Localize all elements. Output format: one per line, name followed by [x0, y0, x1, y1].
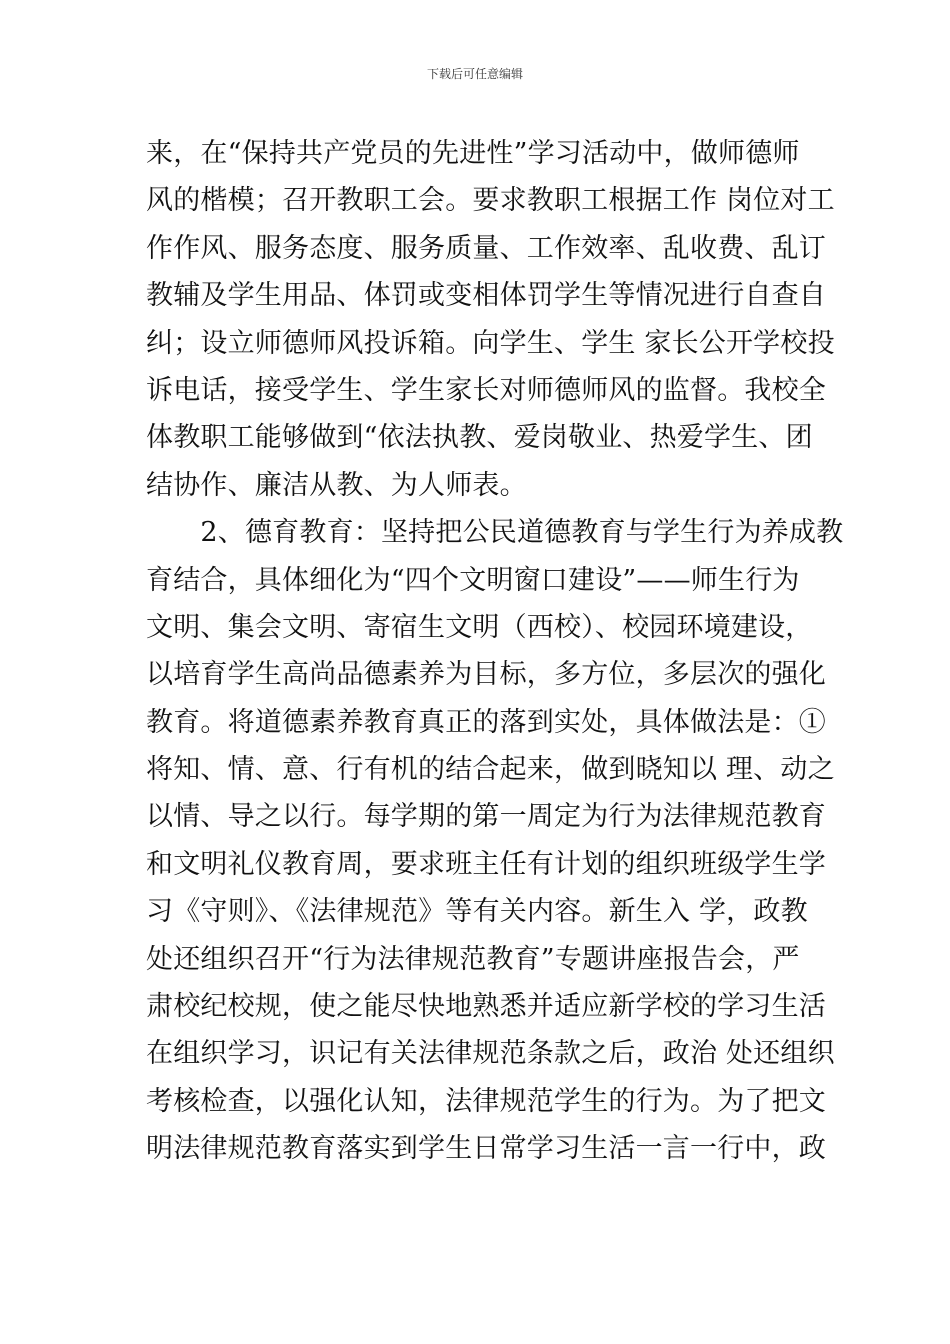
text-line: 考核检查，以强化认知，法律规范学生的行为。为了把文 — [146, 1085, 826, 1117]
text-line: 来，在“保持共产党员的先进性”学习活动中，做师德师 — [146, 138, 800, 169]
text-line: 教辅及学生用品、体罚或变相体罚学生等情况进行自查自 — [146, 280, 826, 312]
text-line: 教育。将道德素养教育真正的落到实处，具体做法是：① — [146, 706, 826, 738]
text-line: 习《守则》、《法律规范》等有关内容。新生入 学，政教 — [146, 896, 808, 928]
text-line: 纠；设立师德师风投诉箱。向学生、学生 家长公开学校投 — [146, 327, 835, 359]
text-line: 在组织学习，识记有关法律规范条款之后，政治 处还组织 — [146, 1038, 835, 1070]
text-line: 2、德育教育：坚持把公民道德教育与学生行为养成教 — [146, 517, 844, 549]
document-body — [146, 130, 844, 1173]
text-line: 文明、集会文明、寄宿生文明（西校）、校园环境建设， — [146, 611, 813, 643]
text-line: 诉电话，接受学生、学生家长对师德师风的监督。我校全 — [146, 374, 826, 406]
text-line: 风的楷模；召开教职工会。要求教职工根据工作 岗位对工 — [146, 185, 835, 217]
text-line: 和文明礼仪教育周，要求班主任有计划的组织班级学生学 — [146, 848, 826, 880]
paragraph-1 — [146, 130, 835, 509]
text-line: 以培育学生高尚品德素养为目标，多方位，多层次的强化 — [146, 659, 826, 691]
text-line: 育结合，具体细化为“四个文明窗口建设”——师生行为 — [146, 564, 800, 596]
page-header: 下载后可任意编辑 — [426, 67, 523, 81]
text-line: 肃校纪校规，使之能尽快地熟悉并适应新学校的学习生活 — [146, 991, 826, 1023]
text-line: 将知、情、意、行有机的结合起来，做到晓知以 理、动之 — [146, 754, 835, 786]
text-line: 处还组织召开“行为法律规范教育”专题讲座报告会，严 — [146, 943, 800, 975]
text-line: 以情、导之以行。每学期的第一周定为行为法律规范教育 — [146, 801, 826, 833]
text-line: 结协作、廉洁从教、为人师表。 — [146, 469, 527, 501]
text-line: 体教职工能够做到“依法执教、爱岗敬业、热爱学生、团 — [146, 422, 813, 454]
text-line: 作作风、服务态度、服务质量、工作效率、乱收费、乱订 — [146, 232, 826, 264]
text-line: 明法律规范教育落实到学生日常学习生活一言一行中，政 — [146, 1133, 826, 1165]
paragraph-2 — [146, 509, 844, 1172]
